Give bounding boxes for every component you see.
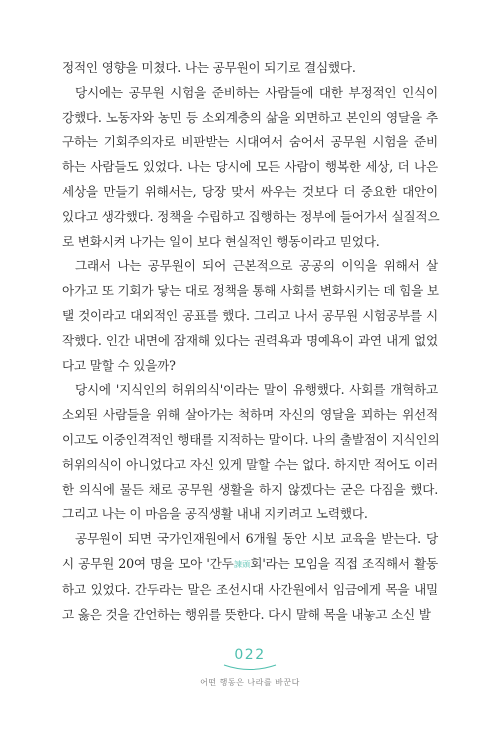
page-footer bbox=[0, 646, 500, 688]
text-line: 강했다. 노동자와 농민 등 소외계층의 삶을 외면하고 본인의 영달을 추 bbox=[62, 109, 438, 125]
page-number: 022 bbox=[234, 647, 266, 663]
text-segment: 시 공무원 20여 명을 모아 '간두 bbox=[62, 555, 234, 571]
paragraph bbox=[62, 56, 438, 81]
text-line: 정적인 영향을 미쳤다. 나는 공무원이 되기로 결심했다. bbox=[62, 60, 356, 75]
text-line: 로 변화시켜 나가는 일이 보다 현실적인 행동이라고 믿었다. bbox=[62, 233, 380, 249]
page-number-arc-icon bbox=[222, 664, 278, 673]
text-line: 당시에는 공무원 시험을 준비하는 사람들에 대한 부정적인 인식이 bbox=[75, 84, 438, 100]
text-line: 다고 말할 수 있을까? bbox=[62, 357, 176, 373]
text-line: 구하는 기회주의자로 비판받는 시대여서 숨어서 공무원 시험을 준비 bbox=[62, 134, 438, 150]
text-line bbox=[62, 552, 438, 578]
text-line: 이고도 이중인격적인 행태를 지적하는 말이다. 나의 출발점이 지식인의 bbox=[62, 431, 440, 447]
book-title: 어떤 행동은 나라를 바꾼다 bbox=[200, 678, 300, 687]
text-line: 세상을 만들기 위해서는, 당장 맞서 싸우는 것보다 더 중요한 대안이 bbox=[62, 183, 438, 199]
text-line: 작했다. 인간 내면에 잠재해 있다는 권력욕과 명예욕이 과연 내게 없었 bbox=[62, 332, 438, 348]
text-line: 고 옳은 것을 간언하는 행위를 뜻한다. 다시 말해 목을 내놓고 소신 발 bbox=[62, 606, 431, 622]
text-line: 한 의식에 물든 채로 공무원 생활을 하지 않겠다는 굳은 다짐을 했다. bbox=[62, 481, 438, 497]
body-text bbox=[62, 56, 438, 627]
text-line: 허위의식이 아니었다고 자신 있게 말할 수는 없다. 하지만 적어도 이러 bbox=[62, 456, 438, 472]
text-line: 아가고 또 기회가 닿는 대로 정책을 통해 사회를 변화시키는 데 힘을 보 bbox=[62, 283, 439, 299]
text-line: 하고 있었다. 간두라는 말은 조선시대 사간원에서 임금에게 목을 내밀 bbox=[62, 581, 438, 597]
text-line: 그리고 나는 이 마음을 공직생활 내내 지키려고 노력했다. bbox=[62, 506, 368, 522]
text-line: 하는 사람들도 있었다. 나는 당시에 모든 사람이 행복한 세상, 더 나은 bbox=[62, 159, 438, 175]
text-line: 있다고 생각했다. 정책을 수립하고 집행하는 정부에 들어가서 실질적으 bbox=[62, 208, 440, 224]
text-line: 공무원이 되면 국가인재원에서 6개월 동안 시보 교육을 받는다. 당 bbox=[75, 531, 438, 547]
text-line: 그래서 나는 공무원이 되어 근본적으로 공공의 이익을 위해서 살 bbox=[75, 258, 438, 274]
text-line: 탤 것이라고 대외적인 공표를 했다. 그리고 나서 공무원 시험공부를 시 bbox=[62, 307, 438, 323]
text-line: 소외된 사람들을 위해 살아가는 척하며 자신의 영달을 꾀하는 위선적 bbox=[62, 407, 438, 423]
paragraph bbox=[62, 527, 438, 627]
paragraph bbox=[62, 378, 438, 527]
text-segment: 회'라는 모임을 직접 조직해서 활동 bbox=[250, 555, 439, 571]
paragraph bbox=[62, 254, 438, 378]
text-line: 당시에 '지식인의 허위의식'이라는 말이 유행했다. 사회를 개혁하고 bbox=[75, 382, 438, 398]
paragraph bbox=[62, 81, 438, 255]
hanja-annotation: 諫頭 bbox=[233, 559, 251, 569]
